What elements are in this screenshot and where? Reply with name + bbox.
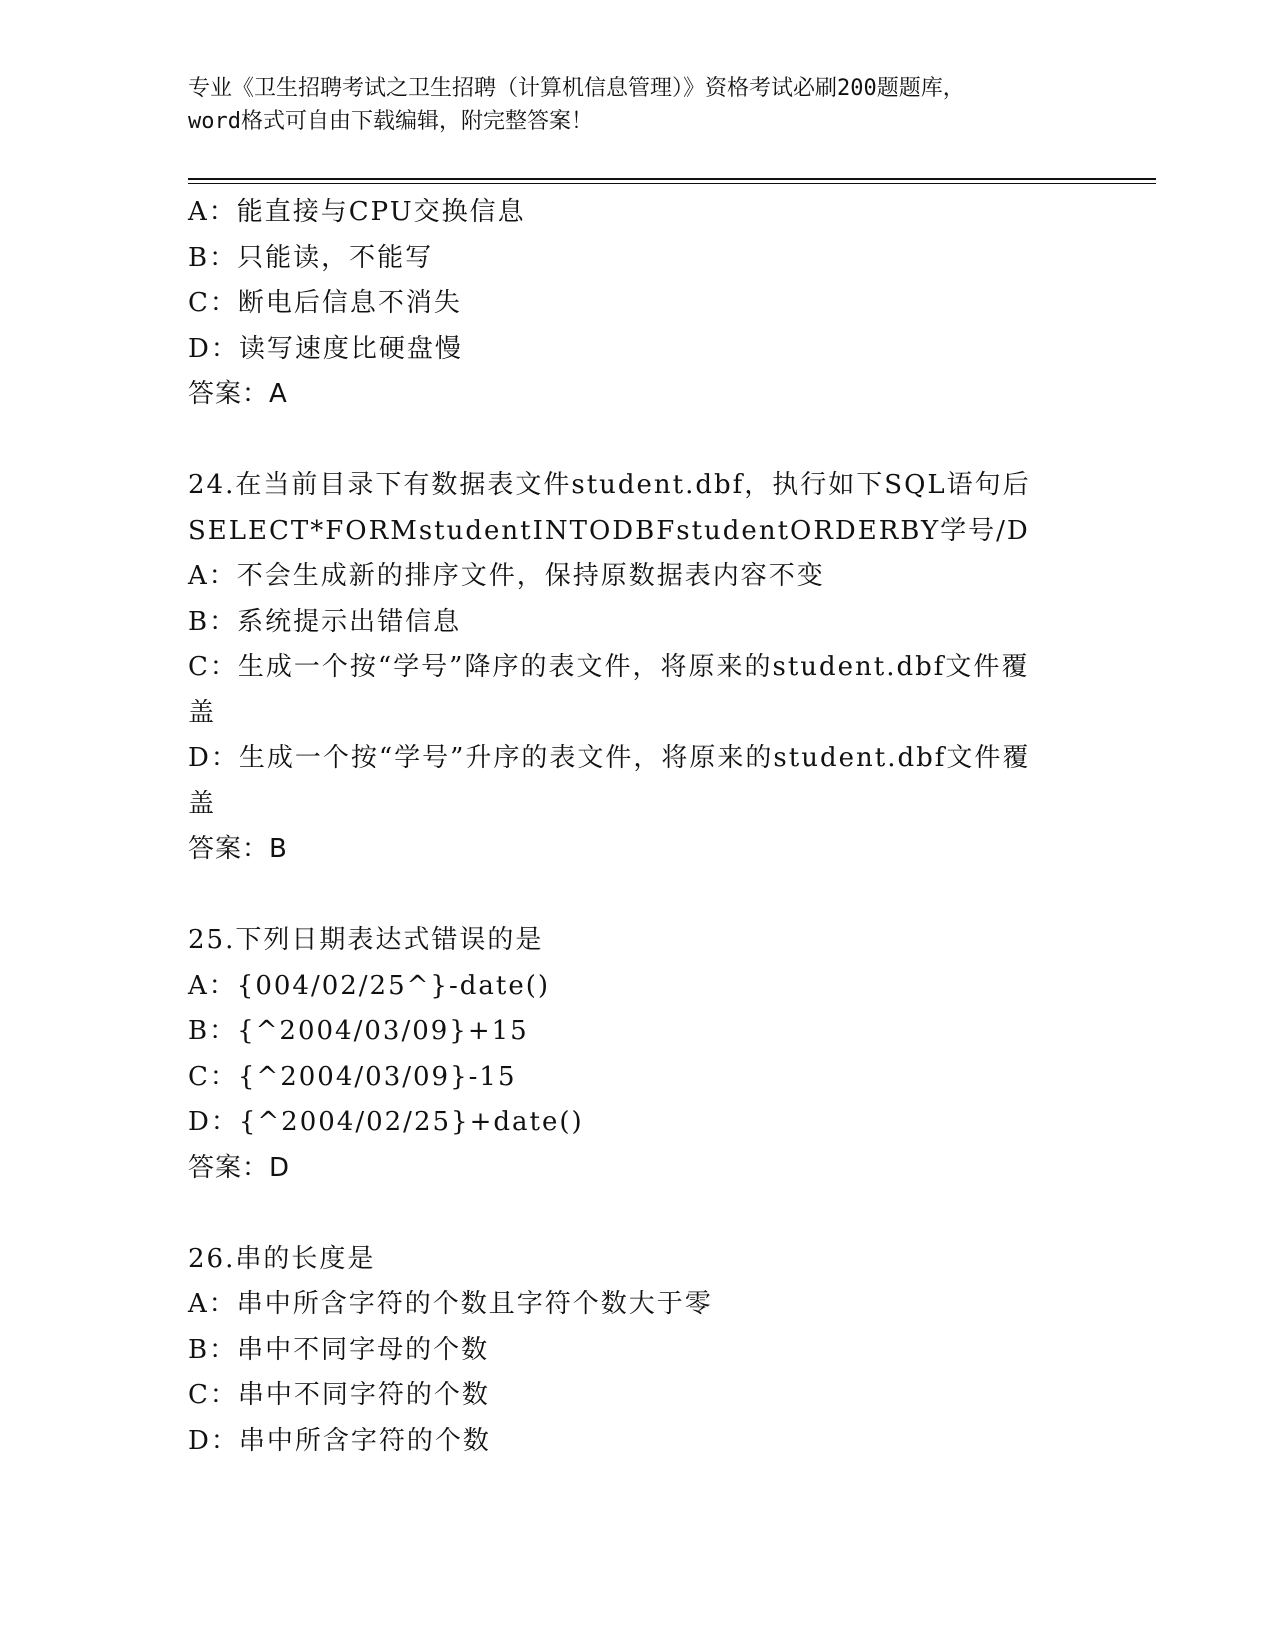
option-b: B：串中不同字母的个数 bbox=[188, 1334, 490, 1365]
option-d: D：生成一个按“学号”升序的表文件，将原来的student.dbf文件覆 bbox=[188, 743, 1031, 773]
option-d: D：读写速度比硬盘慢 bbox=[188, 333, 463, 364]
option-b: B：{^2004/03/09}+15 bbox=[188, 1016, 529, 1046]
option-c: C：生成一个按“学号”降序的表文件，将原来的student.dbf文件覆 bbox=[188, 652, 1030, 682]
answer: 答案：D bbox=[188, 1152, 291, 1183]
option-c-continued: 盖 bbox=[188, 697, 217, 728]
answer: 答案：A bbox=[188, 379, 288, 409]
header-rule-thin bbox=[188, 183, 1156, 184]
question-25 bbox=[188, 918, 1088, 1191]
question-26 bbox=[188, 1237, 1088, 1465]
option-c: C：串中不同字符的个数 bbox=[188, 1380, 490, 1410]
header-line-1: 专业《卫生招聘考试之卫生招聘（计算机信息管理）》资格考试必刷200题题库， bbox=[188, 76, 965, 101]
question-23 bbox=[188, 190, 1088, 418]
question-stem: 26.串的长度是 bbox=[188, 1243, 376, 1274]
header-rule-thick bbox=[188, 178, 1156, 180]
question-stem: 24.在当前目录下有数据表文件student.dbf，执行如下SQL语句后 bbox=[188, 470, 1031, 500]
header-line-2: word格式可自由下载编辑，附完整答案！ bbox=[188, 109, 593, 134]
question-24 bbox=[188, 463, 1088, 873]
option-a: A：{004/02/25^}-date() bbox=[188, 970, 551, 1001]
document-header bbox=[188, 72, 1088, 138]
option-d: D：串中所含字符的个数 bbox=[188, 1425, 491, 1456]
option-d-continued: 盖 bbox=[188, 788, 217, 819]
option-a: A：不会生成新的排序文件，保持原数据表内容不变 bbox=[188, 561, 825, 591]
question-list bbox=[188, 190, 1088, 1464]
question-stem-continued: SELECT*FORMstudentINTODBFstudentORDERBY学号/D bbox=[188, 515, 1030, 546]
question-stem: 25.下列日期表达式错误的是 bbox=[188, 925, 544, 955]
option-c: C：{^2004/03/09}-15 bbox=[188, 1061, 517, 1092]
option-d: D：{^2004/02/25}+date() bbox=[188, 1107, 584, 1137]
option-a: A：串中所含字符的个数且字符个数大于零 bbox=[188, 1289, 713, 1319]
option-a: A：能直接与CPU交换信息 bbox=[188, 197, 526, 227]
option-b: B：系统提示出错信息 bbox=[188, 606, 462, 637]
option-c: C：断电后信息不消失 bbox=[188, 288, 462, 318]
option-b: B：只能读，不能写 bbox=[188, 242, 434, 273]
answer: 答案：B bbox=[188, 834, 288, 864]
